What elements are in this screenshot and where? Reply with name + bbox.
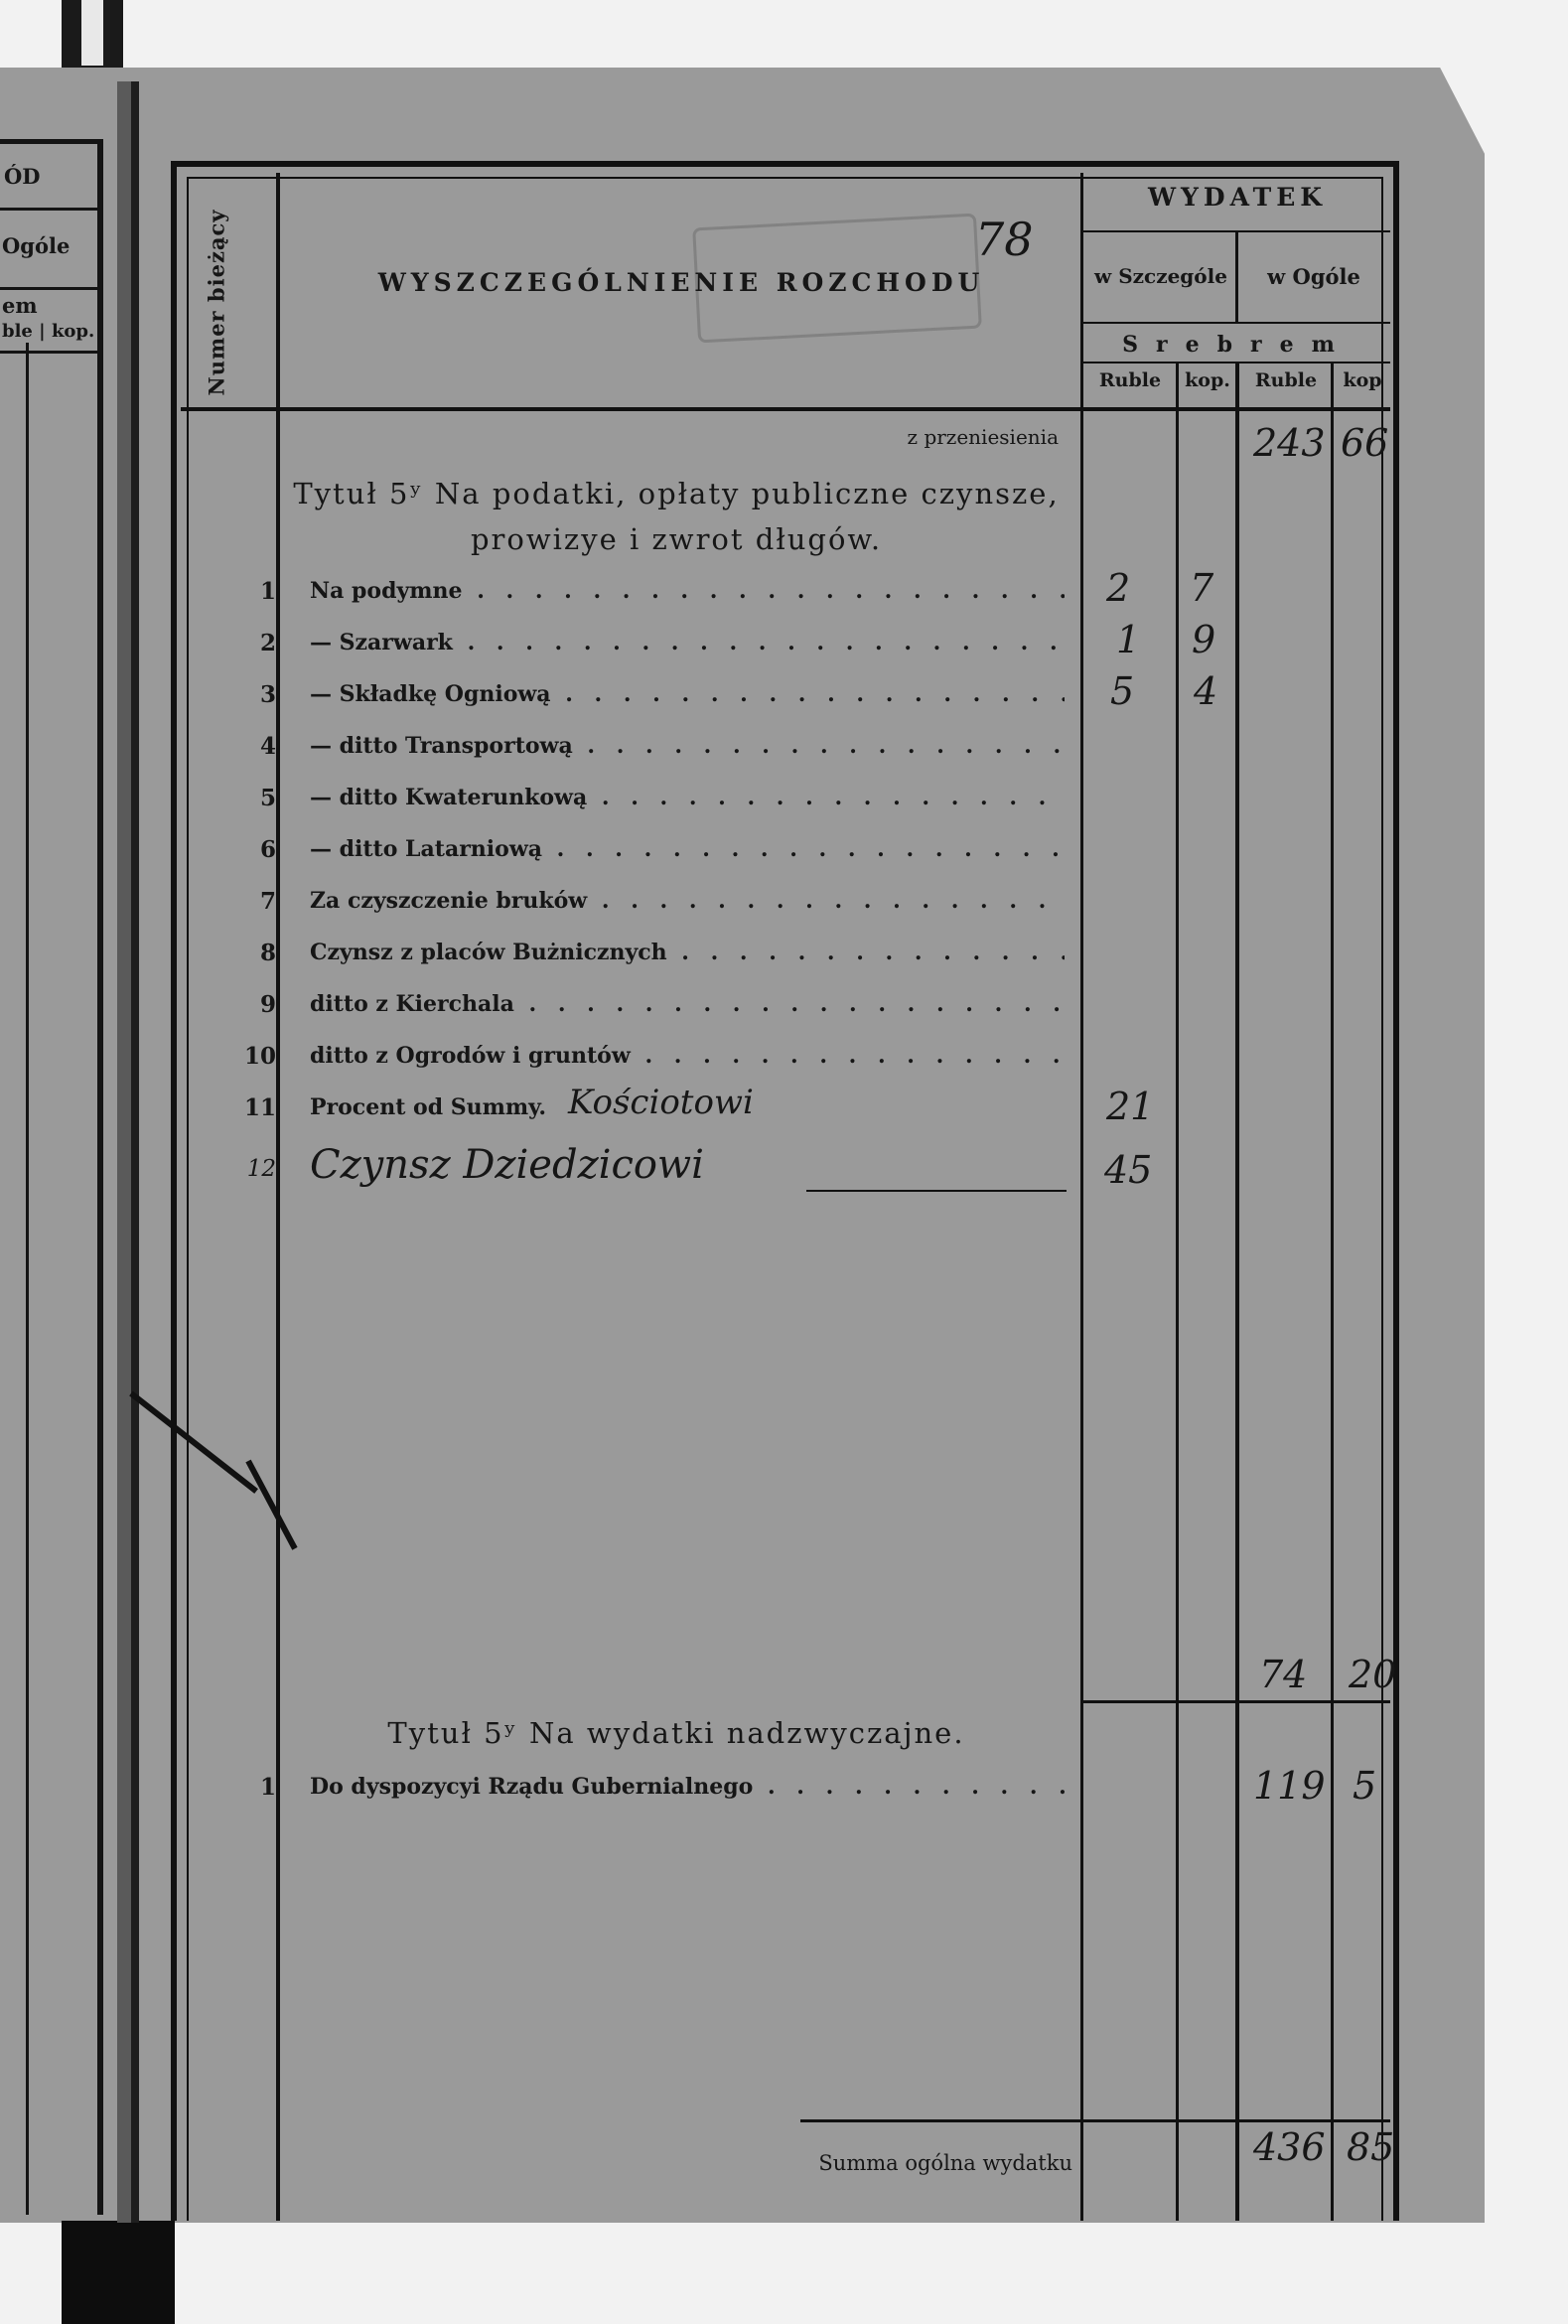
- binding-spine-edge: [131, 81, 139, 2223]
- table-title: WYSZCZEGÓLNIENIE ROZCHODU: [377, 268, 985, 297]
- w-szczegole-header: w Szczególe: [1094, 264, 1227, 288]
- row-label: — ditto Transportową . . .: [310, 733, 1065, 759]
- summa-rubles: 436: [1253, 2125, 1326, 2169]
- row-rubles: 45: [1104, 1148, 1153, 1192]
- row-number: 4: [259, 733, 276, 760]
- row-label: ditto z Ogrodów i gruntów . . .: [310, 1043, 1065, 1069]
- summa-rule: [800, 2119, 1390, 2122]
- row-label: Czynsz z placów Bużnicznych . . .: [310, 940, 1065, 965]
- row-number: 8: [259, 940, 276, 966]
- ruble-header-2: Ruble: [1254, 369, 1318, 391]
- row-kop: 9: [1192, 618, 1216, 661]
- fragment-header-bottom: em: [2, 293, 38, 318]
- row-number: 3: [259, 681, 276, 708]
- row-rubles: 2: [1106, 566, 1131, 610]
- summa-label: Summa ogólna wydatku: [818, 2151, 1072, 2175]
- row-label: Procent od Summy.: [310, 1094, 547, 1120]
- scan-edge-bottom: [62, 2221, 175, 2324]
- table-row: [228, 1770, 1078, 1810]
- table-row: [228, 729, 1078, 769]
- row-label: Na podymne . . .: [310, 578, 1065, 604]
- row-number: 7: [259, 888, 276, 915]
- section1-title-line2: prowizye i zwrot długów.: [470, 522, 883, 556]
- row-label: — ditto Kwaterunkową . . .: [310, 785, 1065, 810]
- row-label: Za czyszczenie bruków . . .: [310, 888, 1065, 914]
- table-row: [228, 884, 1078, 924]
- kop-header-1: kop.: [1185, 369, 1230, 391]
- fragment-header-units: ble | kop.: [2, 321, 95, 342]
- amount-column-rule: [1080, 173, 1083, 2221]
- w-ogole-header: w Ogóle: [1267, 264, 1360, 289]
- handwritten-dash: [806, 1190, 1067, 1192]
- fragment-header-mid: Ogóle: [2, 233, 71, 258]
- fragment-header-top: ÓD: [4, 164, 41, 189]
- table-row: [228, 1039, 1078, 1079]
- row-number: 11: [243, 1094, 276, 1121]
- fragment-column-rule: [26, 343, 29, 2215]
- fragment-rule: [0, 208, 97, 211]
- scan-gap: [81, 0, 103, 66]
- row-rubles: 1: [1116, 618, 1141, 661]
- table-row: [228, 677, 1078, 717]
- transfer-label: z przeniesienia: [907, 425, 1059, 449]
- section1-title-line1: Tytuł 5ʸ Na podatki, opłaty publiczne czynsze,: [293, 477, 1060, 510]
- page-number-handwritten: 78: [975, 213, 1034, 266]
- row-number: 12: [246, 1156, 276, 1182]
- row-kop: 7: [1190, 566, 1214, 610]
- table-row: [228, 781, 1078, 820]
- table-row: [228, 574, 1078, 614]
- row-number: 5: [259, 785, 276, 811]
- row-handwritten-note: Czynsz Dziedzicowi: [310, 1142, 704, 1188]
- row-number: 1: [259, 578, 276, 605]
- ogole-column-rule: [1235, 362, 1239, 2221]
- row-label: Do dyspozycyi Rządu Gubernialnego . . .: [310, 1774, 1065, 1800]
- fragment-rule: [0, 351, 97, 354]
- row-kop: 5: [1353, 1764, 1377, 1808]
- row-handwritten-note: Kościotowi: [568, 1083, 754, 1122]
- row-label: ditto z Kierchala . . .: [310, 991, 1065, 1017]
- srebrem-header: Srebrem: [1122, 332, 1353, 358]
- row-kop: 4: [1194, 669, 1218, 713]
- row-label: — Składkę Ogniową . . .: [310, 681, 1065, 707]
- scan-edge-top: [62, 0, 123, 70]
- transfer-kop: 66: [1341, 421, 1389, 465]
- row-rubles: 21: [1106, 1085, 1155, 1128]
- header-bottom-rule: [181, 407, 1390, 411]
- ruble-header-1: Ruble: [1098, 369, 1162, 391]
- table-row: [228, 936, 1078, 975]
- row-number: 10: [243, 1043, 276, 1070]
- table-row: [228, 987, 1078, 1027]
- numer-biezacy-label: Numer bieżący: [204, 209, 229, 395]
- wydatek-header: WYDATEK: [1147, 183, 1328, 212]
- transfer-rubles: 243: [1253, 421, 1326, 465]
- row-number: 2: [259, 630, 276, 656]
- szczegole-ogole-rule: [1235, 230, 1238, 324]
- fragment-rule: [0, 287, 97, 290]
- row-number: 1: [259, 1774, 276, 1801]
- table-row: [228, 626, 1078, 665]
- summa-kop: 85: [1347, 2125, 1395, 2169]
- section1-total-kop: 20: [1349, 1653, 1397, 1696]
- row-label: — ditto Latarniową . . .: [310, 836, 1065, 862]
- row-rubles: 119: [1253, 1764, 1326, 1808]
- kop-column-rule: [1176, 362, 1179, 2221]
- row-number: 9: [259, 991, 276, 1018]
- row-label: — Szarwark . . .: [310, 630, 1065, 655]
- ogole-kop-column-rule: [1331, 362, 1334, 2221]
- section2-title: Tytuł 5ʸ Na wydatki nadzwyczajne.: [387, 1716, 965, 1750]
- row-rubles: 5: [1110, 669, 1135, 713]
- previous-page-fragment: [0, 139, 103, 2215]
- kop-header-2: kop: [1343, 369, 1382, 391]
- section-total-rule: [1082, 1700, 1390, 1703]
- row-number: 6: [259, 836, 276, 863]
- section1-total-rubles: 74: [1259, 1653, 1308, 1696]
- table-row: [228, 832, 1078, 872]
- number-column-rule: [276, 173, 280, 2221]
